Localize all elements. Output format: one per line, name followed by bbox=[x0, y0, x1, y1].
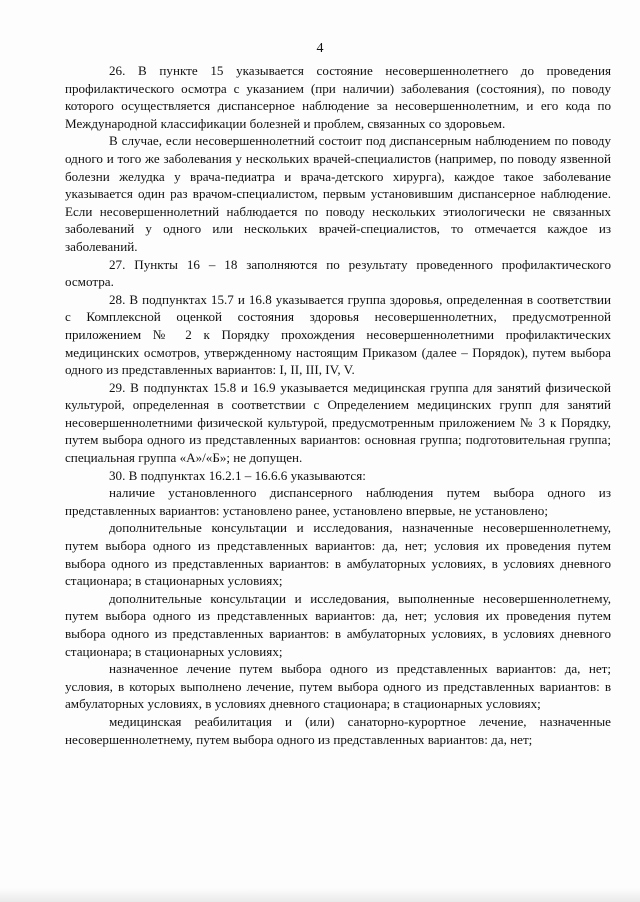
paragraph-29: 29. В подпунктах 15.8 и 16.9 указывается медицинская группа для занятий физической культурой, определенная в соответствии с Определением медицинских групп для занятий несовершеннолетними физической культурой, предусмотренным приложением № 3 к Порядку, путем выбора одного из представленных вариантов: основная группа; подготовительная группа; специальная группа «А»/«Б»; не допущен. bbox=[65, 379, 611, 466]
paragraph-28: 28. В подпунктах 15.7 и 16.8 указывается группа здоровья, определенная в соответствии с Комплексной оценкой состояния здоровья несовершеннолетних, предусмотренной приложением № 2 к Порядку прохождения несовершеннолетними профилактических медицинских осмотров, утвержденному настоящим Приказом (далее – Порядок), путем выбора одного из представленных вариантов: I, II, III, IV, V. bbox=[65, 291, 611, 378]
paragraph-30-dispensary-observation: наличие установленного диспансерного наблюдения путем выбора одного из представленных вариантов: установлено ранее, установлено впервые, не установлено; bbox=[65, 485, 611, 518]
document-body bbox=[65, 62, 611, 748]
paragraph-26: 26. В пункте 15 указывается состояние несовершеннолетнего до проведения профилактического осмотра с указанием (при наличии) заболевания (состояния), по поводу которого осуществляется диспансерное наблюдение за несовершеннолетним, и его кода по Международной классификации болезней и проблем, связанных со здоровьем. bbox=[65, 63, 611, 131]
paragraph-26-continuation: В случае, если несовершеннолетний состоит под диспансерным наблюдением по поводу одного и того же заболевания у нескольких врачей-специалистов (например, по поводу язвенной болезни желудка у врача-педиатра и врача-детского хирурга), каждое такое заболевание указывается один раз врачом-специалистом, первым установившим диспансерное наблюдение. Если несовершеннолетний наблюдается по поводу нескольких этиологически не связанных заболеваний у одного или нескольких врачей-специалистов, то отмечается каждое из заболеваний. bbox=[65, 133, 611, 254]
paragraph-30-assigned-consultations: дополнительные консультации и исследования, назначенные несовершеннолетнему, путем выбора одного из представленных вариантов: да, нет; условия их проведения путем выбора одного из представленных вариантов: в амбулаторных условиях, в условиях дневного стационара; в стационарных условиях; bbox=[65, 520, 611, 589]
page-bottom-edge bbox=[0, 888, 640, 902]
paragraph-30-completed-consultations: дополнительные консультации и исследования, выполненные несовершеннолетнему, путем выбора одного из представленных вариантов: да, нет; условия их проведения путем выбора одного из представленных вариантов: в амбулаторных условиях, в условиях дневного стационара; в стационарных условиях; bbox=[65, 590, 611, 659]
paragraph-30: 30. В подпунктах 16.2.1 – 16.6.6 указываются: bbox=[109, 467, 366, 483]
paragraph-27: 27. Пункты 16 – 18 заполняются по результату проведенного профилактического осмотра. bbox=[65, 256, 611, 290]
paragraph-30-rehabilitation: медицинская реабилитация и (или) санаторно-курортное лечение, назначенные несовершеннолетнему, путем выбора одного из представленных вариантов: да, нет; bbox=[65, 713, 611, 747]
page-number: 4 bbox=[316, 41, 324, 56]
paragraph-30-assigned-treatment: назначенное лечение путем выбора одного из представленных вариантов: да, нет; условия, в которых выполнено лечение, путем выбора одного из представленных вариантов: в амбулаторных условиях, в условиях дневного стационара; в стационарных условиях; bbox=[65, 661, 611, 712]
